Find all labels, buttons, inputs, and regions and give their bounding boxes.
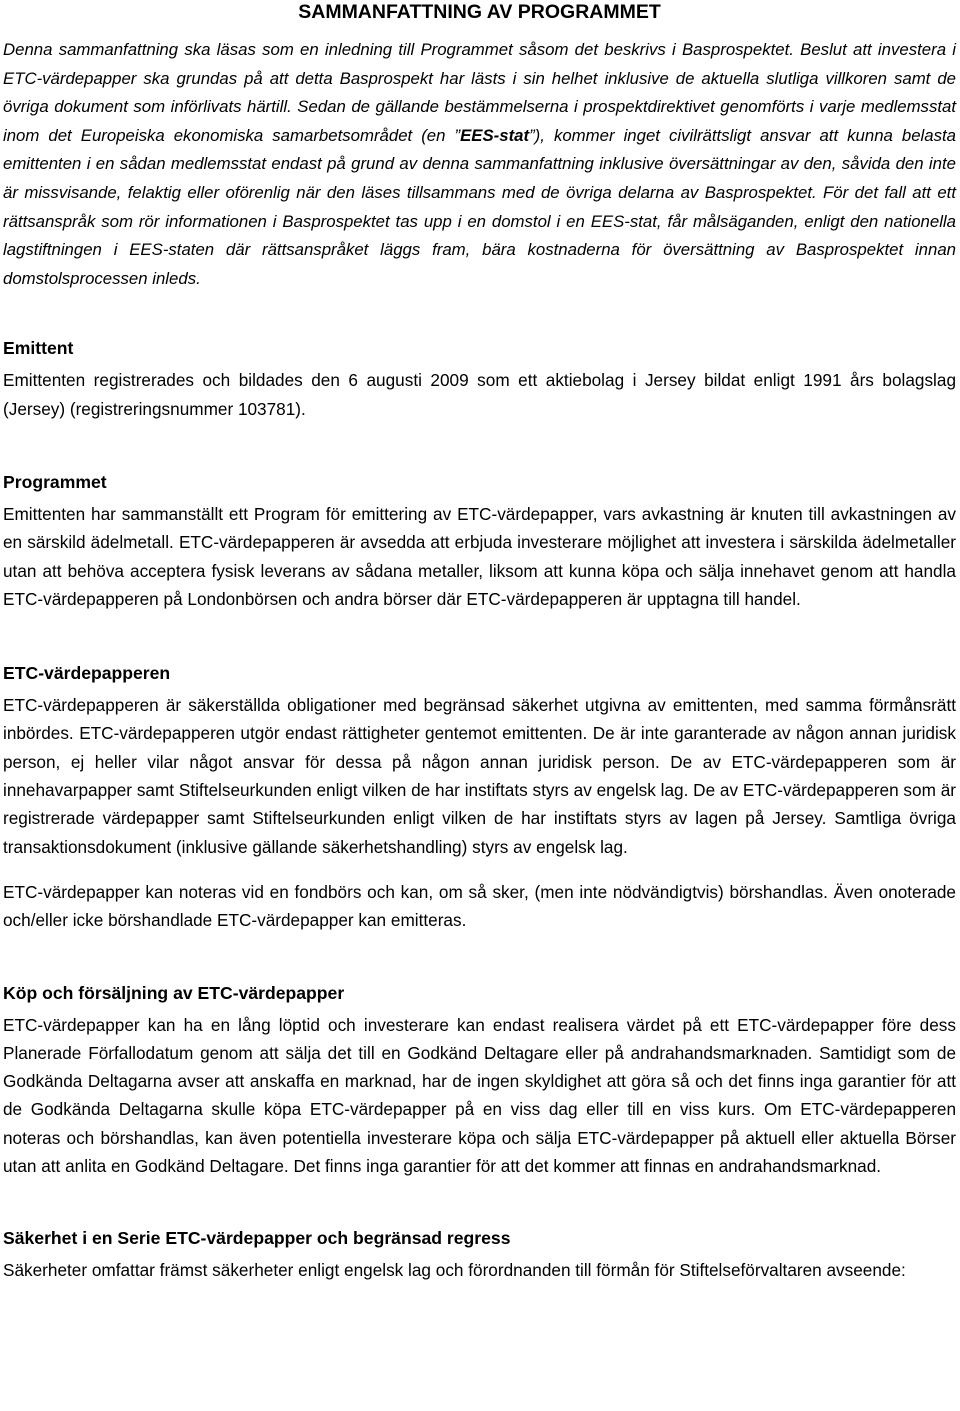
intro-bold-term: EES-stat [460,125,530,145]
intro-paragraph [3,36,956,293]
section-heading-programmet: Programmet [3,471,107,492]
sakerhet-paragraph: Säkerheter omfattar främst säkerheter enligt engelsk lag och förordnanden till förmån för Stiftelseförvaltaren avseende: [3,1260,906,1281]
emittent-paragraph: Emittenten registrerades och bildades den 6 augusti 2009 som ett aktiebolag i Jersey bildat enligt 1991 års bolagslag (Jersey) (registreringsnummer 103781). [3,370,956,419]
section-heading-kop-och-forsaljning: Köp och försäljning av ETC-värdepapper [3,982,345,1003]
programmet-paragraph: Emittenten har sammanställt ett Program för emittering av ETC-värdepapper, vars avkastning är knuten till avkastningen av en särskild ädelmetall. ETC-värdepapperen är avsedda att erbjuda investerare möjlighet att investera i särskilda ädelmetaller utan att behöva acceptera fysisk leverans av sådana metaller, liksom att kunna köpa och sälja innehavet genom att handla ETC-värdepapperen på Londonbörsen och andra börser där ETC-värdepapperen är upptagna till handel. [3,503,956,609]
intro-text-part1: Denna sammanfattning ska läsas som en inledning till Programmet såsom det beskrivs i Basprospektet. Beslut att investera i ETC-värdepapper ska grundas på att detta Basprospekt har lästs i sin helhet inklusive de aktuella slutliga villkoren samt de övriga dokument som införlivats härtill. Sedan de gällande bestämmelserna i prospektdirektivet genomförts i varje medlemsstat inom det Europeiska ekonomiska samarbetsområdet (en ” [3,40,956,145]
section-heading-emittent: Emittent [3,338,74,359]
section-heading-sakerhet: Säkerhet i en Serie ETC-värdepapper och begränsad regress [3,1228,511,1249]
section-heading-etc-vardepapperen: ETC-värdepapperen [3,663,171,684]
etc-paragraph-2: ETC-värdepapper kan noteras vid en fondbörs och kan, om så sker, (men inte nödvändigtvis) börshandlas. Även onoterade och/eller icke börshandlade ETC-värdepapper kan emitteras. [3,881,956,931]
intro-text-part2: ”), kommer inget civilrättsligt ansvar att kunna belasta emittenten i en sådan medlemsstat endast på grund av denna sammanfattning inklusive översättningar av den, såvida den inte är missvisande, felaktig eller oförenlig när den läses tillsammans med de övriga delarna av Basprospektet. För det fall att ett rättsanspråk som rör informationen i Basprospektet tas upp i en domstol i en EES-stat, får målsäganden, enligt den nationella lagstiftningen i EES-staten där rättsanspråket läggs fram, bära kostnaderna för översättning av Basprospektet innan domstolsprocessen inleds. [3,125,956,288]
etc-paragraph-1: ETC-värdepapperen är säkerställda obligationer med begränsad säkerhet utgivna av emittenten, med samma förmånsrätt inbördes. ETC-värdepapperen utgör endast rättigheter gentemot emittenten. De är inte garanterade av någon annan juridisk person, ej heller vilar något ansvar för dessa på någon annan juridisk person. De av ETC-värdepapperen som är innehavarpapper samt Stiftelseurkunden enligt vilken de har instiftats styrs av engelsk lag. De av ETC-värdepapperen som är registrerade värdepapper samt Stiftelseurkunden enligt vilken de har instiftats styrs av lagen på Jersey. Samtliga övriga transaktionsdokument (inklusive gällande säkerhetshandling) styrs av engelsk lag. [3,695,956,857]
kop-paragraph: ETC-värdepapper kan ha en lång löptid och investerare kan endast realisera värdet på ett ETC-värdepapper före dess Planerade Förfallodatum genom att sälja det till en Godkänd Deltagare eller på andrahandsmarknaden. Samtidigt som de Godkända Deltagarna avser att anskaffa en marknad, har de ingen skyldighet att göra så och det finns inga garantier för att de Godkända Deltagarna skulle köpa ETC-värdepapper på en viss dag eller till en viss kurs. Om ETC-värdepapperen noteras och börshandlas, kan även potentiella investerare köpa och sälja ETC-värdepapper på aktuell eller aktuella Börser utan att anlita en Godkänd Deltagare. Det finns inga garantier för att det kommer att finnas en andrahandsmarknad. [3,1014,956,1176]
document-title: SAMMANFATTNING AV PROGRAMMET [298,1,661,23]
